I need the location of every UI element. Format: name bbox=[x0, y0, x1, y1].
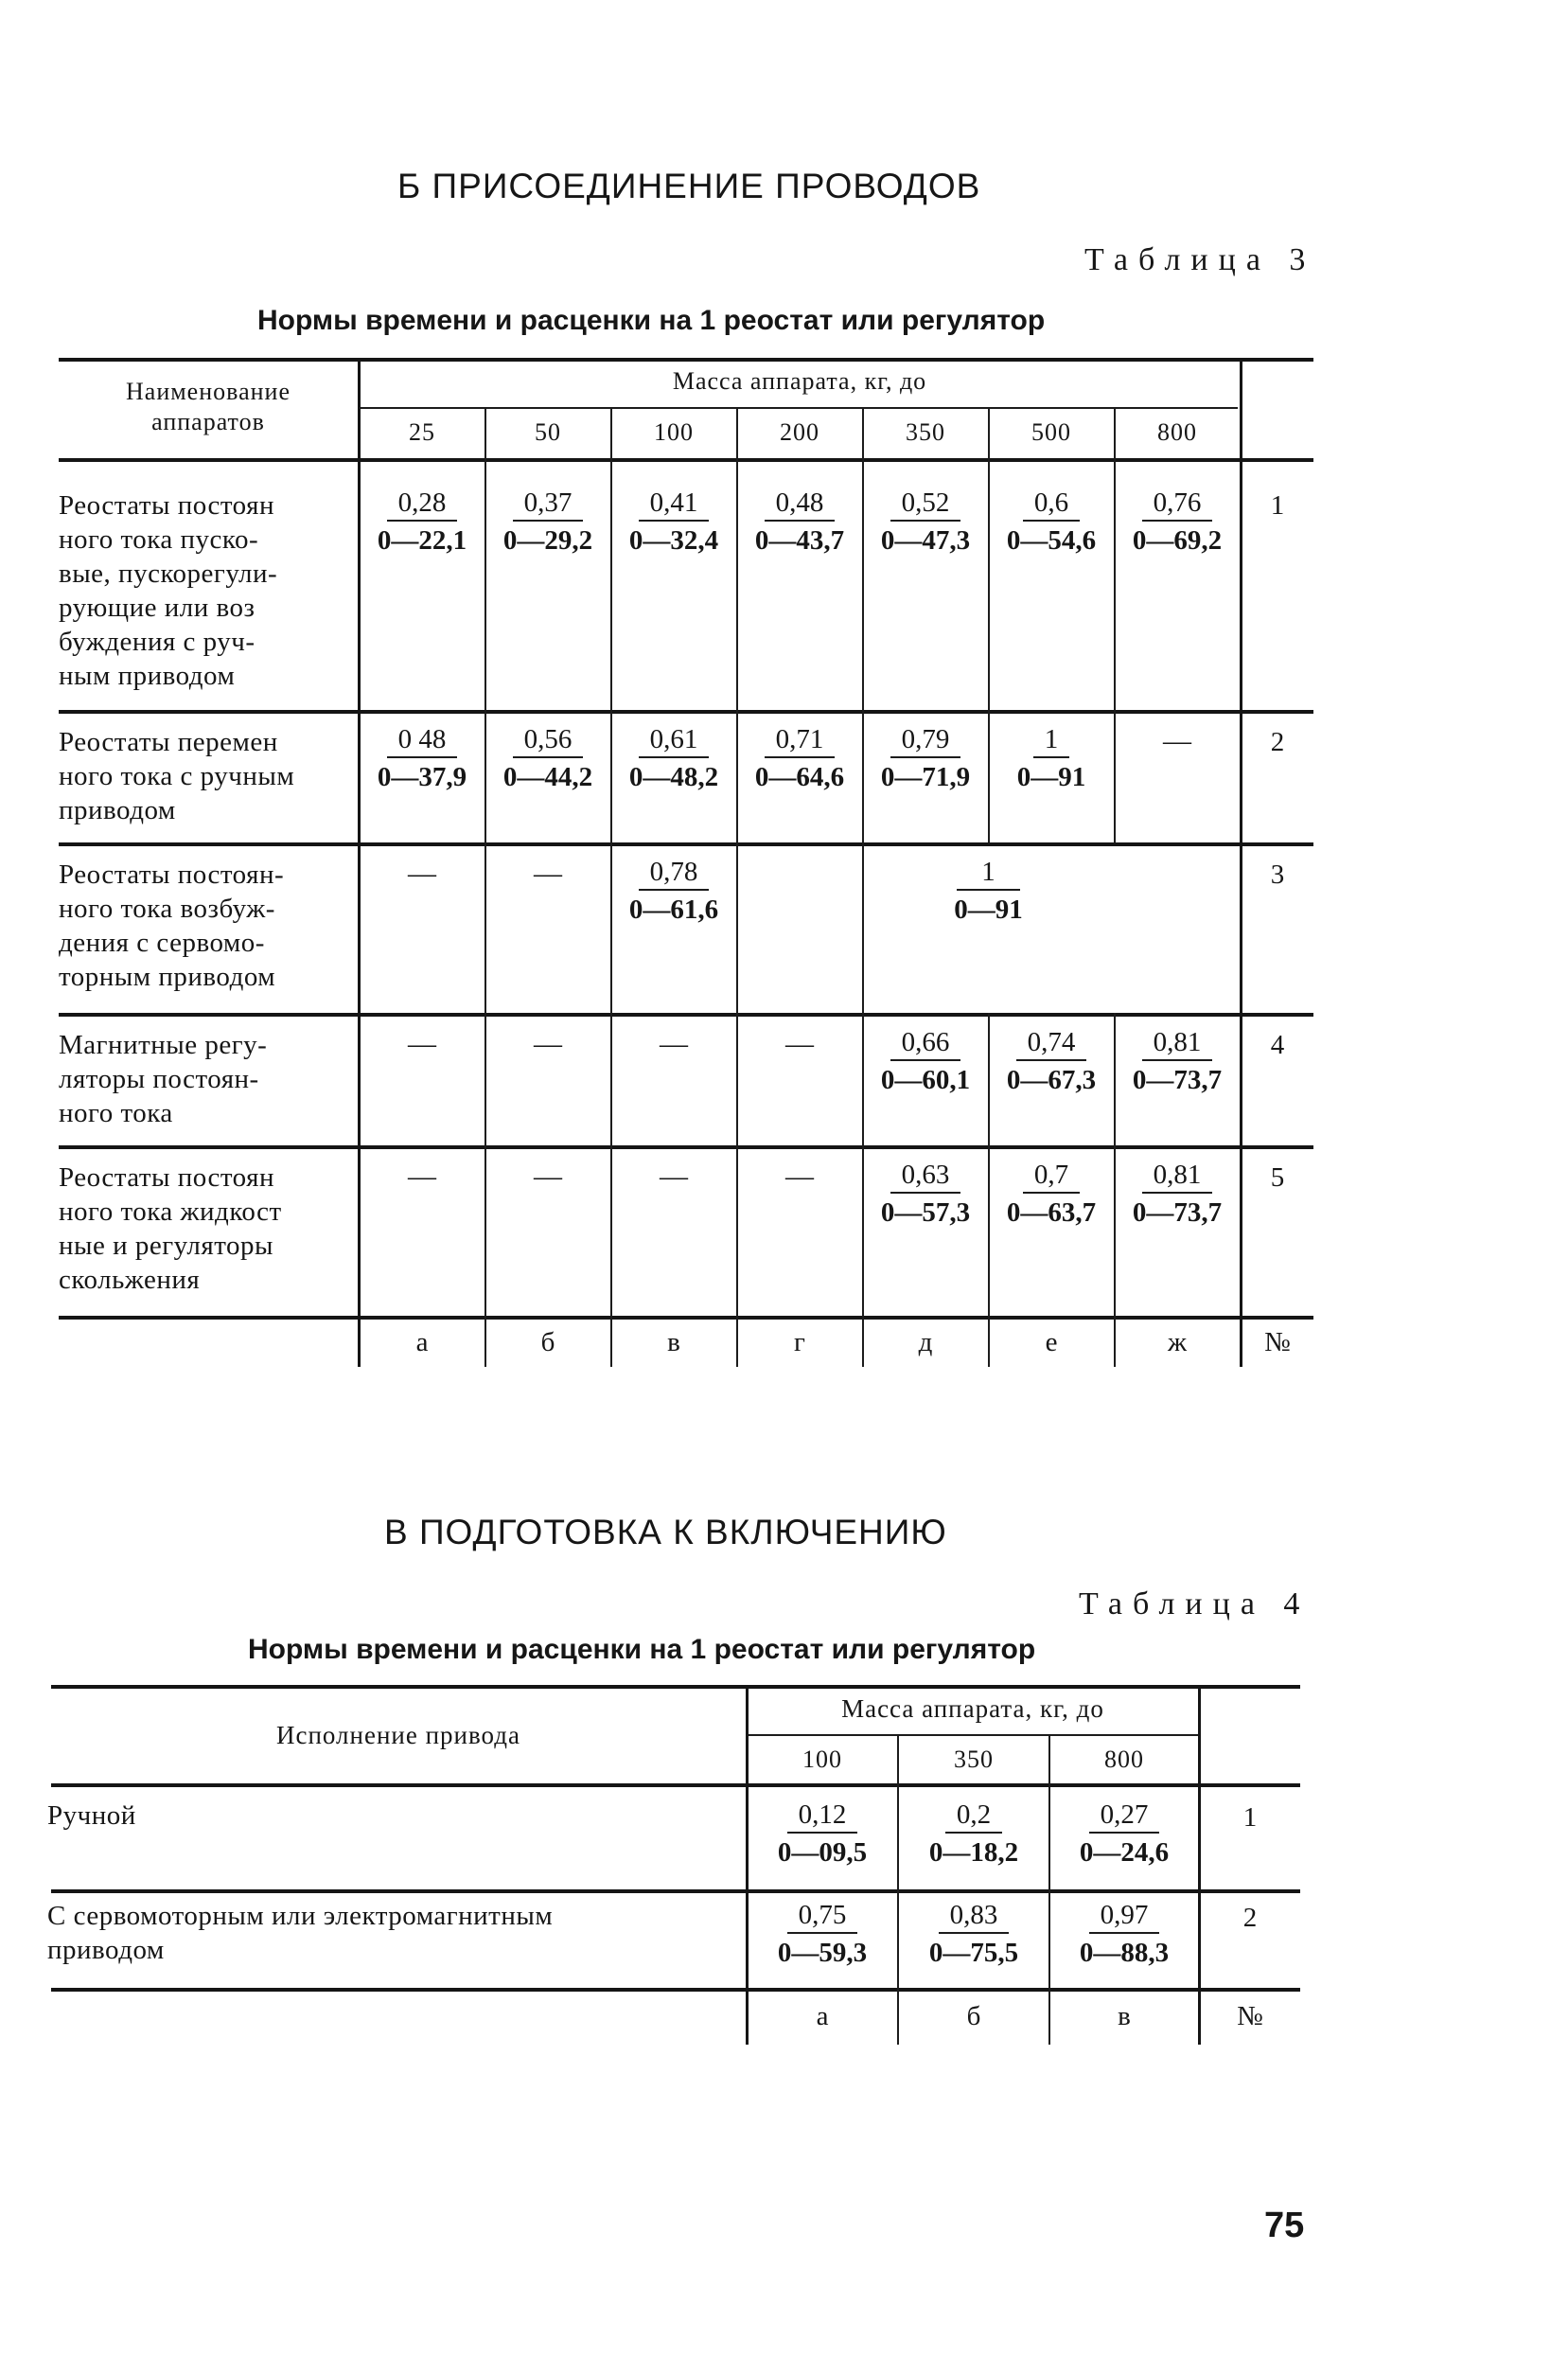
table-4-col-key: б bbox=[966, 2001, 981, 2031]
table-3-row-1-cell-v: $\frac{0,41}{0—32,4}$ bbox=[628, 487, 719, 556]
table-4-name-col-header: Исполнение привода bbox=[275, 1721, 521, 1749]
table-3-row-4-number: 4 bbox=[1270, 1030, 1285, 1060]
table-3-header-mid-rule bbox=[360, 407, 1238, 409]
table-3-col-key: д bbox=[918, 1327, 933, 1357]
table-4-row-2-cell-b: $\frac{0,83}{0—75,5}$ bbox=[928, 1900, 1019, 1968]
table-3-col-key: г bbox=[794, 1327, 805, 1357]
table-3-row-2-cell-a: $\frac{0 48}{0—37,9}$ bbox=[377, 724, 467, 792]
table-3-col-key: в bbox=[667, 1327, 680, 1357]
table-3-row-2-cell-b: $\frac{0,56}{0—44,2}$ bbox=[502, 724, 593, 792]
table-3-mass-col-800: 800 bbox=[1157, 418, 1197, 446]
table-3-row-rule bbox=[59, 1145, 1313, 1149]
table-3-row-3-cell-merged: $\frac{1}{0—91}$ bbox=[954, 857, 1023, 925]
table-3-row-5-cell-v-dash: — bbox=[660, 1161, 688, 1192]
table-3-header-bottom-rule bbox=[59, 458, 1313, 462]
table-3-name-col-header: Наименование аппаратов bbox=[126, 378, 291, 435]
table-4-num-key: № bbox=[1237, 2001, 1263, 2031]
table-3-row-3-name: Реостаты постоян- ного тока возбуж- дения с сервомо- торным приводом bbox=[59, 860, 285, 992]
table-4-caption: Нормы времени и расценки на 1 реостат или регулятор bbox=[248, 1634, 1036, 1665]
table-3-row-1-cell-b: $\frac{0,37}{0—29,2}$ bbox=[502, 487, 593, 556]
table-3-row-rule bbox=[59, 842, 1313, 846]
table-3-row-4-cell-e: $\frac{0,74}{0—67,3}$ bbox=[1006, 1027, 1097, 1095]
table-3-row-rule bbox=[59, 1013, 1313, 1017]
table-4-row-1-cell-a: $\frac{0,12}{0—09,5}$ bbox=[777, 1799, 868, 1868]
table-3-row-2-name: Реостаты перемен ного тока с ручным приводом bbox=[59, 727, 295, 825]
table-3-row-4-cell-g-dash: — bbox=[785, 1028, 814, 1059]
table-3-row-5-cell-e: $\frac{0,7}{0—63,7}$ bbox=[1006, 1160, 1097, 1228]
table-3-row-1-cell-a: $\frac{0,28}{0—22,1}$ bbox=[377, 487, 467, 556]
table-3-row-1-cell-zh: $\frac{0,76}{0—69,2}$ bbox=[1132, 487, 1223, 556]
table-4-row-1-cell-v: $\frac{0,27}{0—24,6}$ bbox=[1079, 1799, 1170, 1868]
table-4-row-2-cell-a: $\frac{0,75}{0—59,3}$ bbox=[777, 1900, 868, 1968]
table-3-row-1-name: Реостаты постоян ного тока пуско- вые, пускорегули- рующие или воз буждения с руч- ным приводом bbox=[59, 490, 278, 691]
table-3-row-1-cell-d: $\frac{0,52}{0—47,3}$ bbox=[880, 487, 971, 556]
table-3-row-4-cell-a-dash: — bbox=[408, 1028, 436, 1059]
section-v-title: В ПОДГОТОВКА К ВКЛЮЧЕНИЮ bbox=[384, 1513, 947, 1551]
table-3-row-1-number: 1 bbox=[1270, 490, 1285, 521]
table-3-row-4-cell-b-dash: — bbox=[534, 1028, 562, 1059]
table-4-row-1-cell-b: $\frac{0,2}{0—18,2}$ bbox=[928, 1799, 1019, 1868]
table-3-row-4-cell-v-dash: — bbox=[660, 1028, 688, 1059]
table-3-mass-col-100: 100 bbox=[654, 418, 694, 446]
table-3-row-3-number: 3 bbox=[1270, 860, 1285, 890]
table-3-col-key: ж bbox=[1167, 1327, 1188, 1357]
table-3-num-key: № bbox=[1264, 1327, 1291, 1357]
table-4-row-rule bbox=[51, 1889, 1300, 1893]
table-3-bottom-rule bbox=[59, 1316, 1313, 1320]
table-4-mass-col-350: 350 bbox=[954, 1746, 994, 1773]
table-4-mass-group-header: Масса аппарата, кг, до bbox=[841, 1694, 1104, 1723]
table-4-header-bottom-rule bbox=[51, 1783, 1300, 1787]
page-number: 75 bbox=[1264, 2206, 1305, 2245]
table-3-row-2-cell-v: $\frac{0,61}{0—48,2}$ bbox=[628, 724, 719, 792]
section-b-title: Б ПРИСОЕДИНЕНИЕ ПРОВОДОВ bbox=[397, 167, 981, 205]
table-4-row-2-name: С сервомоторным или электромагнитным приводом bbox=[47, 1901, 554, 1965]
table-3-col-key: а bbox=[415, 1327, 429, 1357]
table-3-mass-col-200: 200 bbox=[780, 418, 819, 446]
table-4-col-rule bbox=[1048, 1734, 1050, 2045]
table-3-mass-col-500: 500 bbox=[1031, 418, 1071, 446]
table-3-row-1-cell-g: $\frac{0,48}{0—43,7}$ bbox=[754, 487, 845, 556]
table-4-mass-col-100: 100 bbox=[802, 1746, 842, 1773]
table-3-row-5-cell-d: $\frac{0,63}{0—57,3}$ bbox=[880, 1160, 971, 1228]
table-3-mass-col-25: 25 bbox=[409, 418, 435, 446]
table-3-mass-group-header: Масса аппарата, кг, до bbox=[672, 367, 927, 395]
table-3-row-2-cell-d: $\frac{0,79}{0—71,9}$ bbox=[880, 724, 971, 792]
table-3-row-4-cell-zh: $\frac{0,81}{0—73,7}$ bbox=[1132, 1027, 1223, 1095]
table-4-header-mid-rule bbox=[748, 1734, 1198, 1736]
table-4-row-1-name: Ручной bbox=[47, 1800, 136, 1831]
table-3-row-2-number: 2 bbox=[1270, 727, 1285, 757]
table-4-col-rule bbox=[897, 1734, 899, 2045]
table-3-row-4-cell-d: $\frac{0,66}{0—60,1}$ bbox=[880, 1027, 971, 1095]
table-3-row-5-cell-g-dash: — bbox=[785, 1161, 814, 1192]
table-3-row-2-cell-g: $\frac{0,71}{0—64,6}$ bbox=[754, 724, 845, 792]
table-4-top-rule bbox=[51, 1685, 1300, 1689]
table-3-mass-col-350: 350 bbox=[906, 418, 945, 446]
table-4-mass-col-800: 800 bbox=[1104, 1746, 1144, 1773]
table-3-col-key: б bbox=[540, 1327, 555, 1357]
table-3-row-1-cell-e: $\frac{0,6}{0—54,6}$ bbox=[1006, 487, 1097, 556]
table-4-row-2-number: 2 bbox=[1242, 1903, 1258, 1933]
table-4-bottom-rule bbox=[51, 1988, 1300, 1992]
table-3-row-rule bbox=[59, 710, 1313, 714]
table-3-col-rule bbox=[1114, 407, 1116, 842]
table-4-col-key: в bbox=[1118, 2001, 1131, 2031]
table-4-row-1-number: 1 bbox=[1242, 1802, 1258, 1833]
table-3-row-5-name: Реостаты постоян ного тока жидкост ные и регуляторы скольжения bbox=[59, 1162, 282, 1295]
table-3-row-2-cell-e: $\frac{1}{0—91}$ bbox=[1016, 724, 1086, 792]
table-3-row-5-cell-b-dash: — bbox=[534, 1161, 562, 1192]
table-4-label: Таблица 4 bbox=[1079, 1586, 1311, 1622]
table-3-col-key: е bbox=[1045, 1327, 1058, 1357]
table-3-row-5-cell-a-dash: — bbox=[408, 1161, 436, 1192]
table-3-row-3-cell-b-dash: — bbox=[534, 858, 562, 889]
table-3-row-3-cell-a-dash: — bbox=[408, 858, 436, 889]
table-3-top-rule bbox=[59, 358, 1313, 362]
table-3-row-3-cell-v: $\frac{0,78}{0—61,6}$ bbox=[628, 857, 719, 925]
table-4-col-rule bbox=[1198, 1685, 1201, 2045]
table-3-row-2-cell-zh-dash: — bbox=[1163, 725, 1191, 756]
table-3-mass-col-50: 50 bbox=[535, 418, 561, 446]
table-3-row-4-name: Магнитные регу- ляторы постоян- ного тока bbox=[59, 1030, 268, 1128]
table-4-row-2-cell-v: $\frac{0,97}{0—88,3}$ bbox=[1079, 1900, 1170, 1968]
table-3-caption: Нормы времени и расценки на 1 реостат или регулятор bbox=[257, 305, 1046, 336]
table-3-row-5-number: 5 bbox=[1270, 1162, 1285, 1193]
table-3-row-5-cell-zh: $\frac{0,81}{0—73,7}$ bbox=[1132, 1160, 1223, 1228]
table-3-label: Таблица 3 bbox=[1084, 242, 1316, 277]
table-4-col-key: а bbox=[816, 2001, 829, 2031]
